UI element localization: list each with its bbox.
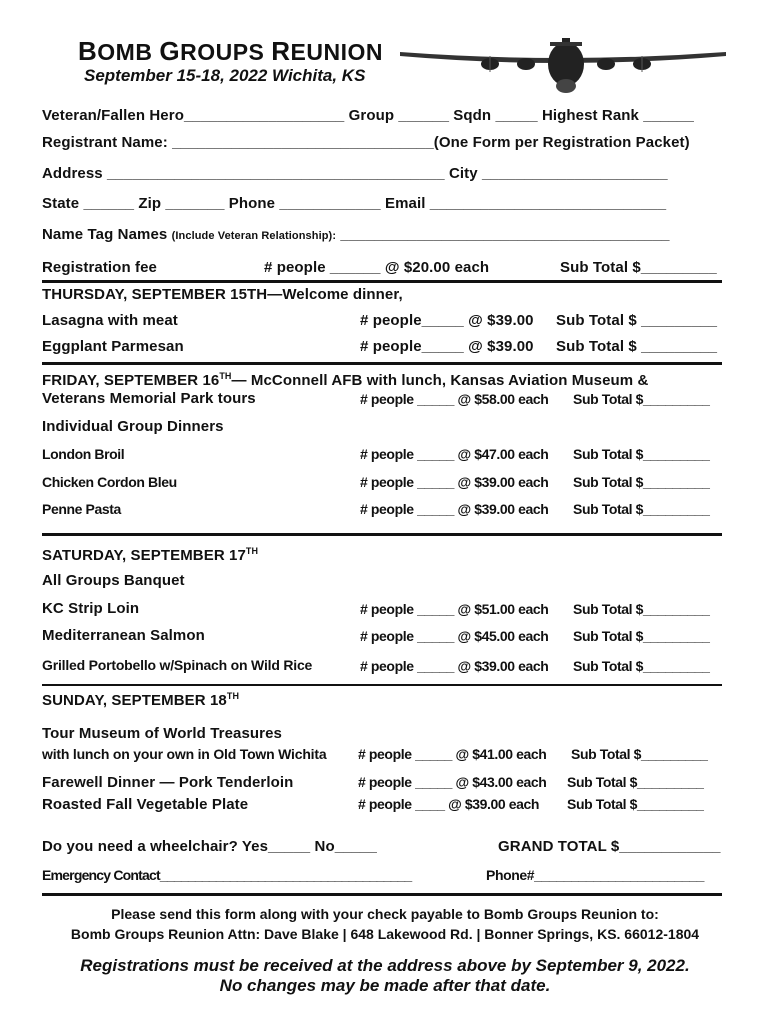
menu-item-people[interactable]: # people _____ @ $51.00 each	[360, 601, 549, 617]
thursday-heading: THURSDAY, SEPTEMBER 15TH—Welcome dinner,	[42, 286, 403, 303]
sunday-tour-people[interactable]: # people _____ @ $41.00 each	[358, 746, 547, 762]
menu-item-subtotal[interactable]: Sub Total $_________	[573, 446, 710, 462]
sunday-tour-subtotal[interactable]: Sub Total $_________	[571, 746, 708, 762]
sunday-tour: Tour Museum of World Treasures	[42, 725, 282, 742]
roasted-people[interactable]: # people ____ @ $39.00 each	[358, 796, 540, 812]
no-changes-notice: No changes may be made after that date.	[219, 976, 551, 995]
menu-item-people[interactable]: # people _____ @ $39.00 each	[360, 474, 549, 490]
menu-item-subtotal[interactable]: Sub Total $_________	[573, 501, 710, 517]
friday-dinners-heading: Individual Group Dinners	[42, 418, 224, 435]
saturday-banquet: All Groups Banquet	[42, 572, 185, 589]
page-title: BOMB GROUPS REUNION	[78, 36, 383, 66]
menu-item-subtotal[interactable]: Sub Total $_________	[573, 628, 710, 644]
menu-item-name: KC Strip Loin	[42, 600, 140, 617]
veteran-field[interactable]: Veteran/Fallen Hero___________________ Group ______ Sqdn _____ Highest Rank ______	[42, 107, 694, 124]
wheelchair-question[interactable]: Do you need a wheelchair? Yes_____ No_____	[42, 838, 377, 855]
friday-tours-people[interactable]: # people _____ @ $58.00 each	[360, 391, 549, 407]
farewell-subtotal[interactable]: Sub Total $_________	[567, 774, 704, 790]
bomber-airplane-icon	[398, 34, 728, 96]
mailing-instructions: Please send this form along with your check payable to Bomb Groups Reunion to:	[111, 906, 659, 922]
sunday-tour-lunch: with lunch on your own in Old Town Wichita	[42, 746, 327, 762]
farewell-dinner: Farewell Dinner — Pork Tenderloin	[42, 774, 294, 791]
registrant-name-field[interactable]: Registrant Name: _______________________________(One Form per Registration Packet)	[42, 134, 690, 151]
grand-total[interactable]: GRAND TOTAL $____________	[498, 838, 721, 855]
menu-item-name: Mediterranean Salmon	[42, 627, 205, 644]
menu-item-name: Penne Pasta	[42, 501, 121, 517]
roasted-subtotal[interactable]: Sub Total $_________	[567, 796, 704, 812]
menu-item-subtotal[interactable]: Sub Total $_________	[573, 474, 710, 490]
divider	[42, 893, 722, 896]
menu-item-people[interactable]: # people _____ @ $39.00 each	[360, 658, 549, 674]
menu-item-subtotal[interactable]: Sub Total $_________	[573, 658, 710, 674]
friday-tours-subtotal[interactable]: Sub Total $_________	[573, 391, 710, 407]
menu-item-name: Chicken Cordon Bleu	[42, 474, 177, 490]
deadline-notice: Registrations must be received at the address above by September 9, 2022.	[80, 956, 690, 975]
divider	[42, 280, 722, 283]
saturday-heading: SATURDAY, SEPTEMBER 17TH	[42, 546, 259, 564]
registration-people[interactable]: # people ______ @ $20.00 each	[264, 259, 490, 276]
menu-item-name: London Broil	[42, 446, 125, 462]
menu-item-people[interactable]: # people_____ @ $39.00	[360, 312, 534, 329]
name-tag-field[interactable]: Name Tag Names (Include Veteran Relationship): _______________________________________	[42, 226, 670, 243]
divider	[42, 533, 722, 536]
registration-subtotal[interactable]: Sub Total $_________	[560, 259, 717, 276]
menu-item-name: Lasagna with meat	[42, 312, 178, 329]
contact-field[interactable]: State ______ Zip _______ Phone ____________ Email ____________________________	[42, 195, 667, 212]
roasted-vegetable: Roasted Fall Vegetable Plate	[42, 796, 249, 813]
menu-item-people[interactable]: # people _____ @ $39.00 each	[360, 501, 549, 517]
menu-item-people[interactable]: # people_____ @ $39.00	[360, 338, 534, 355]
menu-item-subtotal[interactable]: Sub Total $ _________	[556, 338, 718, 355]
menu-item-name: Grilled Portobello w/Spinach on Wild Rice	[42, 657, 313, 673]
friday-heading: FRIDAY, SEPTEMBER 16TH— McConnell AFB with lunch, Kansas Aviation Museum &	[42, 371, 649, 389]
menu-item-people[interactable]: # people _____ @ $45.00 each	[360, 628, 549, 644]
mailing-address: Bomb Groups Reunion Attn: Dave Blake | 648 Lakewood Rd. | Bonner Springs, KS. 66012-1804	[70, 926, 700, 942]
emergency-phone-field[interactable]: Phone#_______________________	[486, 867, 705, 883]
farewell-people[interactable]: # people _____ @ $43.00 each	[358, 774, 547, 790]
menu-item-subtotal[interactable]: Sub Total $_________	[573, 601, 710, 617]
address-field[interactable]: Address ________________________________________ City ______________________	[42, 165, 668, 182]
sunday-heading: SUNDAY, SEPTEMBER 18TH	[42, 691, 240, 709]
emergency-contact-field[interactable]: Emergency Contact____________________________________	[42, 867, 412, 883]
event-dates: September 15-18, 2022 Wichita, KS	[84, 66, 366, 85]
divider	[42, 362, 722, 365]
menu-item-name: Eggplant Parmesan	[42, 338, 184, 355]
registration-fee-label: Registration fee	[42, 259, 157, 276]
menu-item-subtotal[interactable]: Sub Total $ _________	[556, 312, 718, 329]
friday-tours: Veterans Memorial Park tours	[42, 390, 256, 407]
divider	[42, 684, 722, 686]
menu-item-people[interactable]: # people _____ @ $47.00 each	[360, 446, 549, 462]
